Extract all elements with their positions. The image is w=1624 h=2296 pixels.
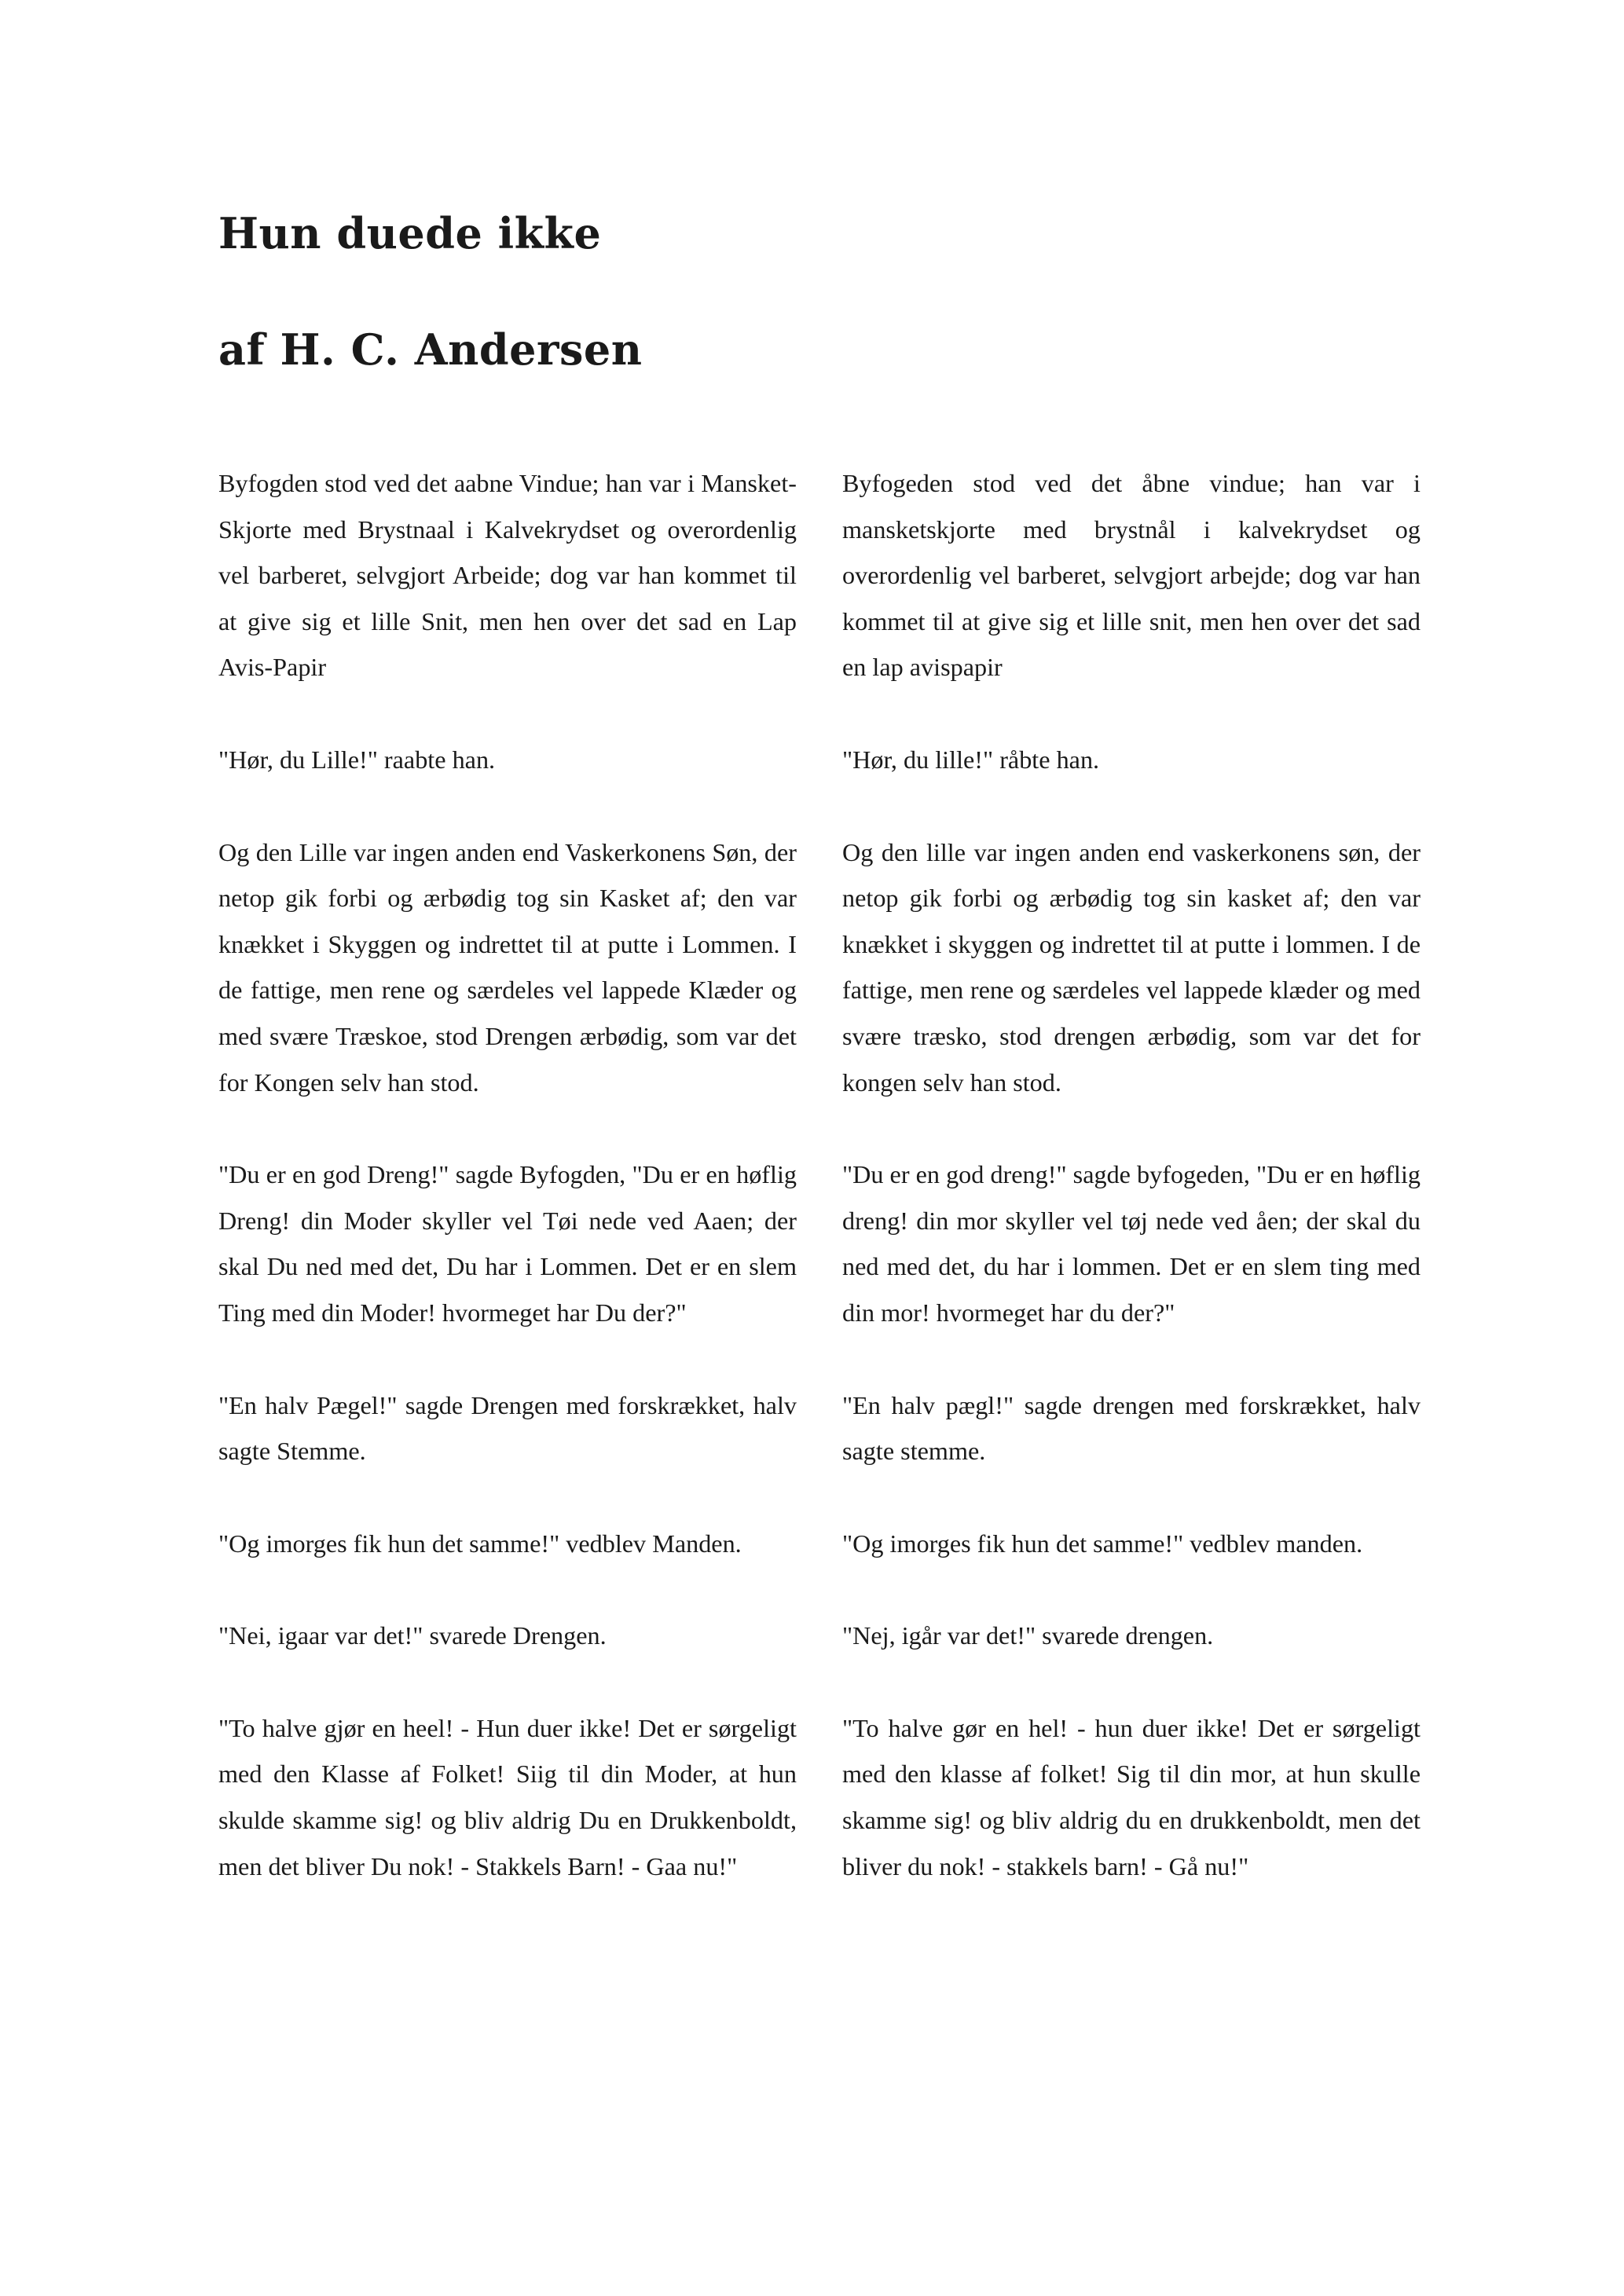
left-column-original-spelling <box>218 460 797 1935</box>
paragraph: "Hør, du lille!" råbte han. <box>842 745 1100 774</box>
paragraph: Og den Lille var ingen anden end Vaskerkonens Søn, der netop gik forbi og ærbødig tog sin Kasket af; den var knækket i Skyggen og indrettet til at putte i Lommen. I de fattige, men rene og særdeles vel lappede Klæder og med svære Træskoe, stod Drengen ærbødig, som var det for Kongen selv han stod. <box>218 837 797 1097</box>
paragraph: "Og imorges fik hun det samme!" vedblev manden. <box>842 1529 1363 1558</box>
paragraph: "Hør, du Lille!" raabte han. <box>218 745 496 774</box>
author-heading: af H. C. Andersen <box>218 324 643 375</box>
paragraph: "Du er en god Dreng!" sagde Byfogden, "Du er en høflig Dreng! din Moder skyller vel Tøi nede ved Aaen; der skal Du ned med det, Du har i Lommen. Det er en slem Ting med din Moder! hvormeget har Du der?" <box>218 1160 797 1327</box>
paragraph: "To halve gør en hel! - hun duer ikke! Det er sørgeligt med den klasse af folket! Sig til din mor, at hun skulle skamme sig! og bliv aldrig du en drukkenboldt, men det bliver du nok! - stakkels barn! - Gå nu!" <box>842 1713 1421 1880</box>
paragraph: "En halv pægl!" sagde drengen med forskrækket, halv sagte stemme. <box>842 1390 1421 1466</box>
paragraph: Byfogeden stod ved det åbne vindue; han var i mansketskjorte med brystnål i kalvekrydset og overordenlig vel barberet, selvgjort arbejde; dog var han kommet til at give sig et lille snit, men hen over det sad en lap avispapir <box>842 469 1421 682</box>
paragraph: "Og imorges fik hun det samme!" vedblev Manden. <box>218 1529 742 1558</box>
paragraph: "Du er en god dreng!" sagde byfogeden, "Du er en høflig dreng! din mor skyller vel tøj nede ved åen; der skal du ned med det, du har i lommen. Det er en slem ting med din mor! hvormeget har du der?" <box>842 1160 1421 1327</box>
paragraph: "Nei, igaar var det!" svarede Drengen. <box>218 1621 607 1650</box>
right-column-modern-spelling <box>842 460 1421 1935</box>
paragraph: Og den lille var ingen anden end vaskerkonens søn, der netop gik forbi og ærbødig tog sin kasket af; den var knækket i skyggen og indrettet til at putte i lommen. I de fattige, men rene og særdeles vel lappede klæder og med svære træsko, stod drengen ærbødig, som var det for kongen selv han stod. <box>842 837 1421 1097</box>
paragraph: "En halv Pægel!" sagde Drengen med forskrækket, halv sagte Stemme. <box>218 1390 797 1466</box>
paragraph: "To halve gjør en heel! - Hun duer ikke! Det er sørgeligt med den Klasse af Folket! Siig til din Moder, at hun skulde skamme sig! og bliv aldrig Du en Drukkenboldt, men det bliver Du nok! - Stakkels Barn! - Gaa nu!" <box>218 1713 797 1880</box>
page-title: Hun duede ikke <box>218 208 602 258</box>
paragraph: Byfogden stod ved det aabne Vindue; han var i Mansket-Skjorte med Brystnaal i Kalvekrydset og overordenlig vel barberet, selvgjort Arbeide; dog var han kommet til at give sig et lille Snit, men hen over det sad en Lap Avis-Papir <box>218 469 797 682</box>
paragraph: "Nej, igår var det!" svarede drengen. <box>842 1621 1214 1650</box>
